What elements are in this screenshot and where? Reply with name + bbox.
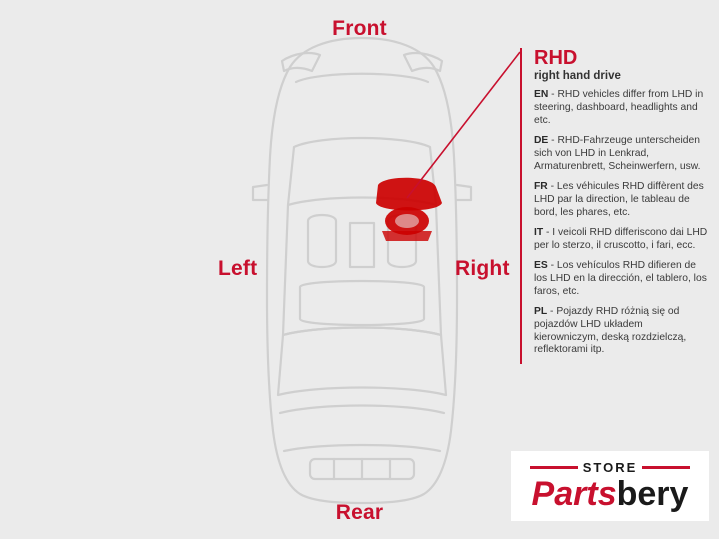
lang-text-it: - I veicoli RHD differiscono dai LHD per lo sterzo, il cruscotto, i fari, ecc. <box>534 226 708 251</box>
logo-parts-text: Parts <box>531 475 617 514</box>
lang-code-es: ES <box>534 259 548 271</box>
callout-entry-pl <box>534 306 710 358</box>
logo-wordmark <box>532 477 689 513</box>
label-left: Left <box>218 257 258 280</box>
lang-code-pl: PL <box>534 305 548 317</box>
lang-text-de: - RHD-Fahrzeuge unterscheiden sich von LHD in Lenkrad, Armaturenbrett, Scheinwerfern, usw. <box>534 134 701 172</box>
lang-code-en: EN <box>534 89 549 100</box>
lang-code-it: IT <box>534 226 544 238</box>
callout-entry-fr <box>534 181 710 220</box>
rhd-highlight-area <box>376 178 442 241</box>
callout-title: RHD <box>534 47 578 69</box>
logo-store-text: STORE <box>582 459 638 475</box>
lang-code-de: DE <box>534 134 549 146</box>
lang-code-fr: FR <box>534 180 548 192</box>
car-top-view-illustration <box>250 35 475 505</box>
callout-entry-it <box>534 227 710 253</box>
lang-text-pl: - Pojazdy RHD różnią się od pojazdów LHD układem kierowniczym, deską rozdzielczą, reflektorami itp. <box>534 305 687 356</box>
callout-entry-es <box>534 260 710 299</box>
brand-logo <box>511 451 709 521</box>
lang-text-es: - Los vehículos RHD difieren de los LHD en la dirección, el tablero, los faros, etc. <box>534 259 707 297</box>
rhd-callout-panel <box>520 48 710 364</box>
label-rear: Rear <box>335 501 384 524</box>
callout-entry-de <box>534 135 710 174</box>
label-front: Front <box>332 17 387 40</box>
logo-bery-text: bery <box>616 475 689 514</box>
lang-text-fr: - Les véhicules RHD diffèrent des LHD par la direction, le tableau de bord, les phares, etc. <box>534 180 704 218</box>
label-right: Right <box>455 257 510 280</box>
lang-text-en: - RHD vehicles differ from LHD in steering, dashboard, headlights and etc. <box>534 89 704 126</box>
callout-subtitle: right hand drive <box>534 70 621 82</box>
callout-entry-en <box>534 89 710 128</box>
logo-store-row <box>530 459 690 475</box>
logo-rule-left <box>530 466 578 469</box>
logo-rule-right <box>642 466 690 469</box>
